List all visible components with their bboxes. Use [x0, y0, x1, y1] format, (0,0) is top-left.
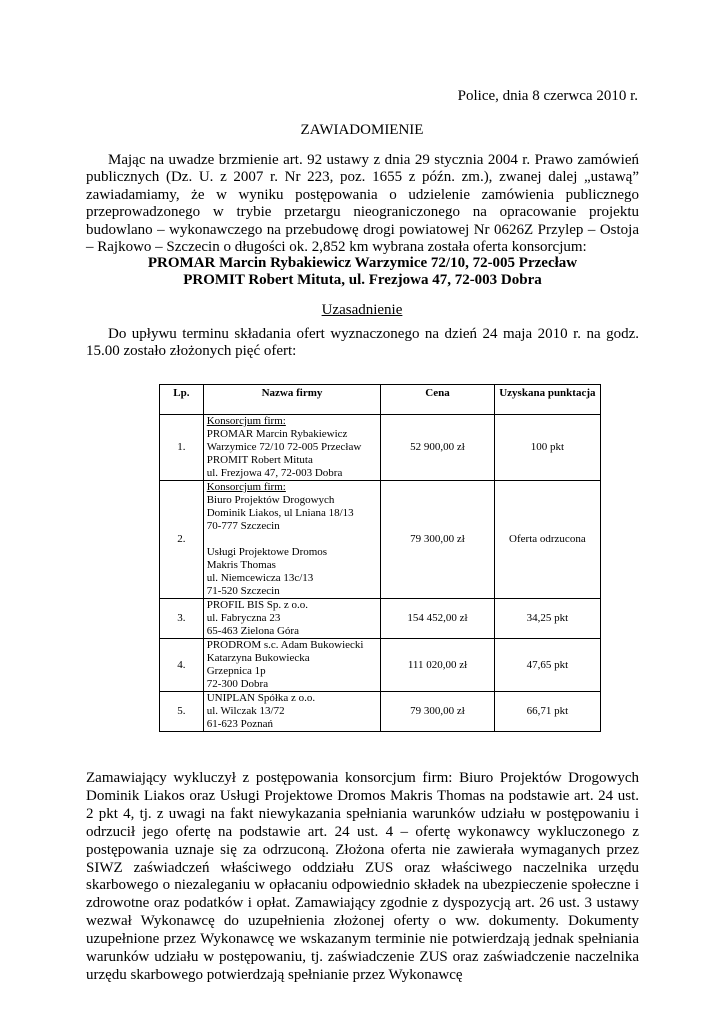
- firm-spacer: [207, 533, 378, 546]
- row-lp: 4.: [160, 639, 204, 692]
- row-lp: 3.: [160, 599, 204, 639]
- header-lp: Lp.: [160, 385, 204, 415]
- firm-line: PROMAR Marcin Rybakiewicz: [206, 428, 348, 440]
- row-price: 154 452,00 zł: [381, 599, 494, 639]
- header-price: Cena: [381, 385, 494, 415]
- row-score: 66,71 pkt: [494, 692, 600, 732]
- firm-line: Dominik Liakos, ul Lniana 18/13: [206, 507, 354, 519]
- consortium-label: Konsorcjum firm:: [206, 415, 286, 427]
- row-price: 111 020,00 zł: [381, 639, 494, 692]
- firm-line: PRODROM s.c. Adam Bukowiecki: [206, 639, 364, 651]
- header-name: Nazwa firmy: [203, 385, 381, 415]
- row-firm: [203, 639, 381, 692]
- table-header-row: [160, 385, 601, 415]
- winner-line-2: PROMIT Robert Mituta, ul. Frezjowa 47, 72-003 Dobra: [183, 272, 542, 288]
- firm-line: Usługi Projektowe Dromos: [206, 546, 328, 558]
- firm-line: Biuro Projektów Drogowych: [206, 494, 335, 506]
- deadline-paragraph: Do upływu terminu składania ofert wyznaczonego na dzień 24 maja 2010 r. na godz. 15.00 zostało złożonych pięć ofert:: [86, 326, 639, 360]
- row-score: 100 pkt: [494, 415, 600, 481]
- firm-line: ul. Fabryczna 23: [206, 612, 281, 624]
- table-row: [160, 639, 601, 692]
- table-row: [160, 599, 601, 639]
- row-score: 34,25 pkt: [494, 599, 600, 639]
- table-row: [160, 481, 601, 599]
- row-firm: [203, 415, 381, 481]
- intro-paragraph: Mając na uwadze brzmienie art. 92 ustawy z dnia 29 stycznia 2004 r. Prawo zamówień publicznych (Dz. U. z 2007 r. Nr 223, poz. 1655 z późn. zm.), zwanej dalej „ustawą” zawiadamiamy, że w wyniku postępowania o udzielenie zamówienia publicznego przeprowadzonego w trybie przetargu nieograniczonego na opracowanie projektu budowlano – wykonawczego na przebudowę drogi powiatowej Nr 0626Z Przylep – Ostoja – Rajkowo – Szczecin o długości ok. 2,852 km wybrana została oferta konsorcjum:: [86, 152, 639, 256]
- row-firm: [203, 481, 381, 599]
- table-row: [160, 415, 601, 481]
- place-date: Police, dnia 8 czerwca 2010 r.: [457, 88, 638, 104]
- firm-line: 70-777 Szczecin: [206, 520, 280, 532]
- offers-table: [159, 384, 601, 732]
- firm-line: PROMIT Robert Mituta: [206, 454, 313, 466]
- row-firm: [203, 599, 381, 639]
- firm-line: 61-623 Poznań: [206, 718, 273, 730]
- firm-line: ul. Wilczak 13/72: [206, 705, 285, 717]
- row-lp: 1.: [160, 415, 204, 481]
- row-firm: [203, 692, 381, 732]
- firm-line: Warzymice 72/10 72-005 Przecław: [206, 441, 362, 453]
- firm-line: PROFIL BIS Sp. z o.o.: [206, 599, 309, 611]
- consortium-label: Konsorcjum firm:: [206, 481, 286, 493]
- closing-paragraph: Zamawiający wykluczył z postępowania konsorcjum firm: Biuro Projektów Drogowych Dominik Liakos oraz Usługi Projektowe Dromos Makris Thomas na podstawie art. 24 ust. 2 pkt 4, tj. z uwagi na fakt niewykazania spełniania warunków udziału w postępowaniu i odrzucił jego ofertę na podstawie art. 24 ust. 4 – ofertę wykonawcy wykluczonego z postępowania uznaje się za odrzuconą. Złożona oferta nie zawierała wymaganych przez SIWZ zaświadczeń właściwego oddziału ZUS oraz właściwego naczelnika urzędu skarbowego o niezaleganiu w opłacaniu odpowiednio składek na ubezpieczenie społeczne i zdrowotne oraz podatków i opłat. Zamawiający zgodnie z dyspozycją art. 26 ust. 3 ustawy wezwał Wykonawcę do uzupełnienia złożonej oferty o ww. dokumenty. Dokumenty uzupełnione przez Wykonawcę we wskazanym terminie nie potwierdzają jednak spełniania warunków udziału w postępowaniu, tj. zaświadczenie ZUS oraz zaświadczenie naczelnika urzędu skarbowego potwierdzają spełnianie przez Wykonawcę: [86, 770, 639, 983]
- row-lp: 5.: [160, 692, 204, 732]
- row-score: 47,65 pkt: [494, 639, 600, 692]
- winner-line-1: PROMAR Marcin Rybakiewicz Warzymice 72/10, 72-005 Przecław: [147, 255, 578, 271]
- firm-line: 71-520 Szczecin: [206, 585, 280, 597]
- table-row: [160, 692, 601, 732]
- row-price: 79 300,00 zł: [381, 692, 494, 732]
- firm-line: Grzepnica 1p: [206, 665, 266, 677]
- document-title: ZAWIADOMIENIE: [300, 122, 424, 138]
- row-lp: 2.: [160, 481, 204, 599]
- row-price: 52 900,00 zł: [381, 415, 494, 481]
- firm-line: ul. Frezjowa 47, 72-003 Dobra: [206, 467, 343, 479]
- firm-line: Katarzyna Bukowiecka: [206, 652, 310, 664]
- row-price: 79 300,00 zł: [381, 481, 494, 599]
- justification-heading: Uzasadnienie: [321, 302, 403, 318]
- firm-line: Makris Thomas: [206, 559, 276, 571]
- row-score: Oferta odrzucona: [494, 481, 600, 599]
- firm-line: ul. Niemcewicza 13c/13: [206, 572, 314, 584]
- firm-line: 72-300 Dobra: [206, 678, 269, 690]
- firm-line: UNIPLAN Spółka z o.o.: [206, 692, 316, 704]
- header-score: Uzyskana punktacja: [494, 385, 600, 415]
- firm-line: 65-463 Zielona Góra: [206, 625, 299, 637]
